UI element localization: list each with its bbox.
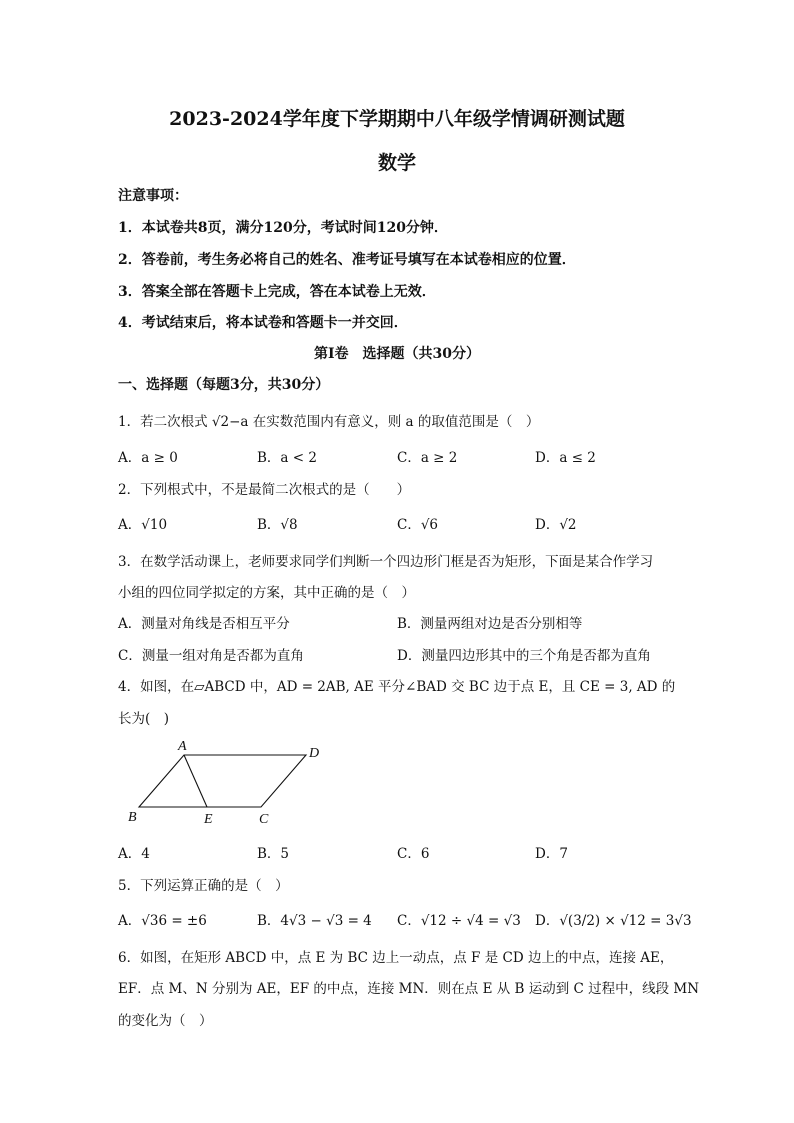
question-1-option-a: A．a ≥ 0	[118, 450, 178, 466]
question-3-option-b: B．测量两组对边是否分别相等	[397, 616, 583, 632]
notice-item-4: 4．考试结束后，将本试卷和答题卡一并交回．	[118, 315, 408, 331]
question-5-option-a: A．√36 = ±6	[118, 913, 207, 929]
subject-title: 数学	[377, 152, 416, 174]
notice-item-3: 3．答案全部在答题卡上完成，答在本试卷上无效．	[118, 284, 436, 300]
notice-item-2: 2．答卷前，考生务必将自己的姓名、准考证号填写在本试卷相应的位置．	[118, 252, 576, 268]
question-5-option-d: D．√(3/2) × √12 = 3√3	[535, 913, 692, 929]
question-3-stem-line1: 3．在数学活动课上，老师要求同学们判断一个四边形门框是否为矩形，下面是某合作学习	[118, 554, 654, 570]
question-4-option-c: C．6	[397, 846, 430, 862]
question-4-option-d: D．7	[535, 846, 568, 862]
part1-title: 第Ⅰ卷 选择题（共30分）	[313, 346, 481, 362]
notice-item-1: 1．本试卷共8页，满分120分，考试时间120分钟．	[118, 220, 448, 236]
question-6-stem-line2: EF．点 M、N 分别为 AE，EF 的中点，连接 MN．则在点 E 从 B 运动到 C 过程中，线段 MN	[118, 981, 700, 997]
question-3-option-d: D．测量四边形其中的三个角是否都为直角	[397, 648, 651, 664]
label-b: B	[128, 810, 137, 825]
question-1-stem: 1．若二次根式 √2−a 在实数范围内有意义，则 a 的取值范围是（ ）	[118, 414, 540, 430]
parallelogram-abcd	[139, 755, 306, 807]
question-2-option-c: C．√6	[397, 517, 439, 533]
label-a: A	[178, 739, 187, 754]
question-1-option-b: B．a < 2	[257, 450, 317, 466]
question-3-option-a: A．测量对角线是否相互平分	[118, 616, 290, 632]
section-title: 一、选择题（每题3分，共30分）	[118, 377, 330, 393]
exam-title: 2023-2024学年度下学期期中八年级学情调研测试题	[169, 108, 625, 130]
question-2-option-a: A．√10	[118, 517, 168, 533]
question-4-option-b: B．5	[257, 846, 290, 862]
label-c: C	[259, 812, 269, 827]
question-2-option-d: D．√2	[535, 517, 577, 533]
label-e: E	[204, 812, 213, 827]
segment-ae	[184, 755, 207, 807]
question-4-stem-line2: 长为( )	[118, 711, 170, 727]
question-5-stem: 5．下列运算正确的是（ ）	[118, 878, 289, 894]
question-6-stem-line1: 6．如图，在矩形 ABCD 中，点 E 为 BC 边上一动点，点 F 是 CD 边上的中点，连接 AE，	[118, 950, 674, 966]
question-5-option-b: B．4√3 − √3 = 4	[257, 913, 372, 929]
question-3-option-c: C．测量一组对角是否都为直角	[118, 648, 304, 664]
question-2-option-b: B．√8	[257, 517, 298, 533]
question-1-option-d: D．a ≤ 2	[535, 450, 596, 466]
question-6-stem-line3: 的变化为（ ）	[118, 1013, 213, 1029]
question-3-stem-line2: 小组的四位同学拟定的方案，其中正确的是（ ）	[118, 585, 415, 601]
question-1-option-c: C．a ≥ 2	[397, 450, 458, 466]
notice-heading: 注意事项：	[118, 188, 188, 204]
question-4-stem-line1: 4．如图，在▱ABCD 中，AD = 2AB, AE 平分∠BAD 交 BC 边于点 E，且 CE = 3, AD 的	[118, 679, 676, 695]
label-d: D	[309, 746, 320, 761]
question-5-option-c: C．√12 ÷ √4 = √3	[397, 913, 521, 929]
question-4-option-a: A．4	[118, 846, 150, 862]
parallelogram-figure	[120, 735, 340, 830]
question-2-stem: 2．下列根式中，不是最简二次根式的是（ ）	[118, 482, 411, 498]
